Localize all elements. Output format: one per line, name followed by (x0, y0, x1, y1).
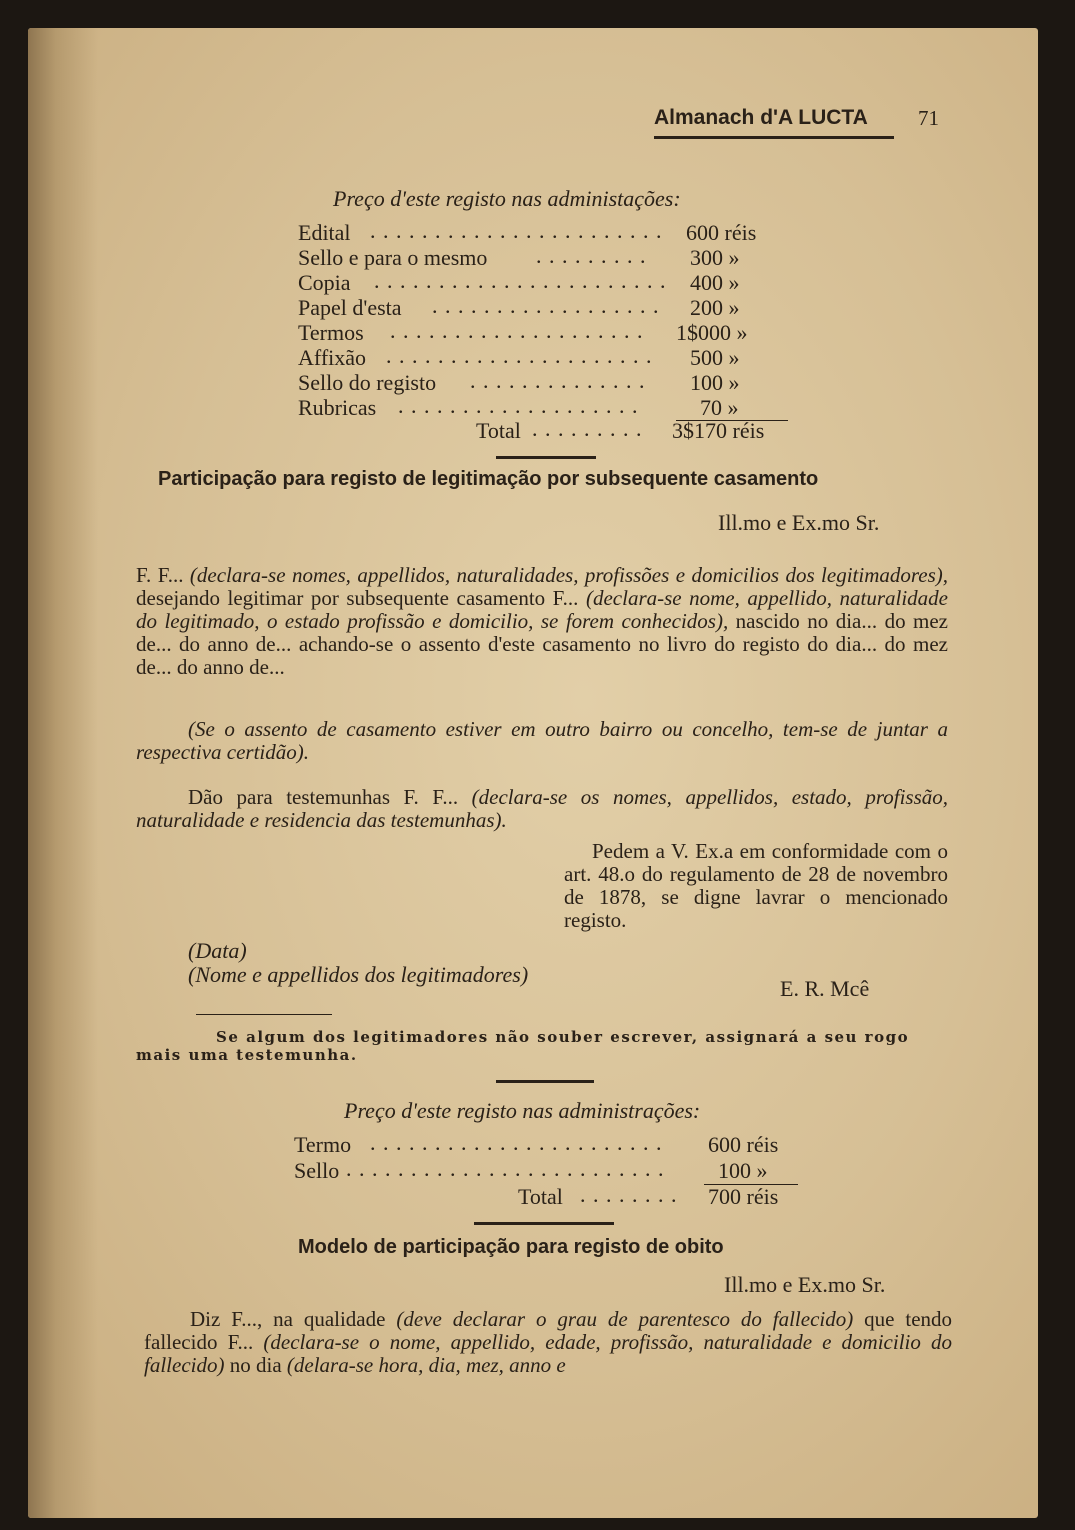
leader-dots: . . . . . . . . . . . . . . (470, 368, 646, 393)
leader-dots: . . . . . . . . (580, 1182, 678, 1207)
page (28, 28, 1038, 1518)
row-value: 200 » (690, 295, 740, 320)
total-label: Total (476, 418, 521, 443)
row-value: 100 » (718, 1158, 768, 1183)
row-value: 600 réis (686, 220, 757, 245)
italic-text: (delara-se hora, dia, mez, anno e (286, 1353, 566, 1377)
text: nascido no dia... do mez de... do anno de... achando-se o assento d'este casamento no livro do registo do dia... do mez de... do anno de... (136, 609, 948, 679)
total-label: Total (518, 1184, 563, 1209)
leader-dots: . . . . . . . . . . . . . . . . . . . . . . . (370, 1130, 663, 1155)
row-value: 600 réis (708, 1132, 779, 1157)
leader-dots: . . . . . . . . . (536, 243, 647, 268)
row-value: 300 » (690, 245, 740, 270)
section1-paragraph-3 (136, 786, 948, 832)
section1-title: Participação para registo de legitimação por subsequente casamento (158, 468, 819, 490)
leader-dots: . . . . . . . . . . . . . . . . . . . . . . . . . (346, 1156, 665, 1181)
row-value: 100 » (690, 370, 740, 395)
section2-salutation: Ill.mo e Ex.mo Sr. (724, 1272, 886, 1297)
total-value: 3$170 réis (672, 418, 765, 443)
text: Dão para testemunhas F. F... (188, 785, 459, 809)
section-divider (496, 456, 596, 459)
row-label: Termos (298, 320, 364, 345)
leader-dots: . . . . . . . . . . . . . . . . . . . . (390, 318, 644, 343)
leader-dots: . . . . . . . . . . . . . . . . . . . . . (386, 343, 653, 368)
section-divider (474, 1222, 614, 1225)
leader-dots: . . . . . . . . . . . . . . . . . . . (398, 393, 639, 418)
text: F. F... (136, 563, 184, 587)
leader-dots: . . . . . . . . . . . . . . . . . . . . . . . (374, 268, 667, 293)
section1-note: Se algum dos legitimadores não souber escrever, assignará a seu rogo mais uma testemunha. (136, 1028, 910, 1064)
text: no dia (229, 1353, 282, 1377)
row-label: Papel d'esta (298, 295, 402, 320)
section1-paragraph-2: (Se o assento de casamento estiver em outro bairro ou concelho, tem-se de juntar a respectiva certidão). (136, 717, 948, 764)
leader-dots: . . . . . . . . . (532, 416, 643, 441)
row-label: Affixão (298, 345, 367, 370)
section1-date: (Data) (188, 938, 247, 963)
total-value: 700 réis (708, 1184, 779, 1209)
header-rule (654, 136, 894, 139)
price1-title: Preço d'este registo nas administações: (333, 186, 681, 211)
section2-title: Modelo de participação para registo de obito (298, 1236, 724, 1258)
text: desejando legitimar por subsequente casamento F... (136, 586, 579, 610)
note-rule (196, 1014, 332, 1015)
book-gutter (28, 28, 98, 1518)
section1-paragraph-4: Pedem a V. Ex.a em conformidade com o art. 48.o do regulamento de 28 de novembro de 1878, se digne lavrar o mencionado registo. (564, 839, 948, 932)
section2-paragraph-1 (144, 1308, 952, 1377)
italic-text: (declara-se nome, appellido, naturalidade do legitimado, o estado profissão e domicilio, se forem conhecidos), (136, 586, 948, 633)
italic-text: (declara-se nomes, appellidos, naturalidades, profissões e domicilios dos legitimadores), (189, 563, 949, 587)
row-label: Sello e para o mesmo (298, 245, 488, 270)
row-value: 500 » (690, 345, 740, 370)
row-label: Copia (298, 270, 351, 295)
section-divider (496, 1080, 594, 1083)
price2-title: Preço d'este registo nas administrações: (344, 1098, 701, 1123)
row-value: 1$000 » (676, 320, 748, 345)
row-label: Sello (294, 1158, 340, 1183)
page-number: 71 (918, 106, 939, 130)
text: Diz F..., na qualidade (190, 1307, 386, 1331)
row-value: 70 » (700, 395, 739, 420)
row-label: Edital (298, 220, 351, 245)
row-label: Rubricas (298, 395, 377, 420)
italic-text: (declara-se os nomes, appellidos, estado, profissão, naturalidade e residencia das testemunhas). (136, 785, 948, 832)
row-label: Termo (294, 1132, 352, 1157)
italic-text: (declara-se o nome, appellido, edade, profissão, naturalidade e domicilio do fallecido) (144, 1330, 952, 1377)
section1-erm: E. R. Mcê (780, 976, 870, 1001)
leader-dots: . . . . . . . . . . . . . . . . . . (432, 293, 660, 318)
row-label: Sello do registo (298, 370, 437, 395)
leader-dots: . . . . . . . . . . . . . . . . . . . . . . . (370, 218, 663, 243)
section1-names: (Nome e appellidos dos legitimadores) (188, 962, 529, 987)
running-header: Almanach d'A LUCTA (654, 106, 868, 129)
section1-paragraph-1 (136, 564, 948, 679)
text: que tendo fallecido F... (144, 1307, 953, 1354)
italic-text: (deve declarar o grau de parentesco do fallecido) (396, 1307, 854, 1331)
section1-salutation: Ill.mo e Ex.mo Sr. (718, 510, 880, 535)
row-value: 400 » (690, 270, 740, 295)
